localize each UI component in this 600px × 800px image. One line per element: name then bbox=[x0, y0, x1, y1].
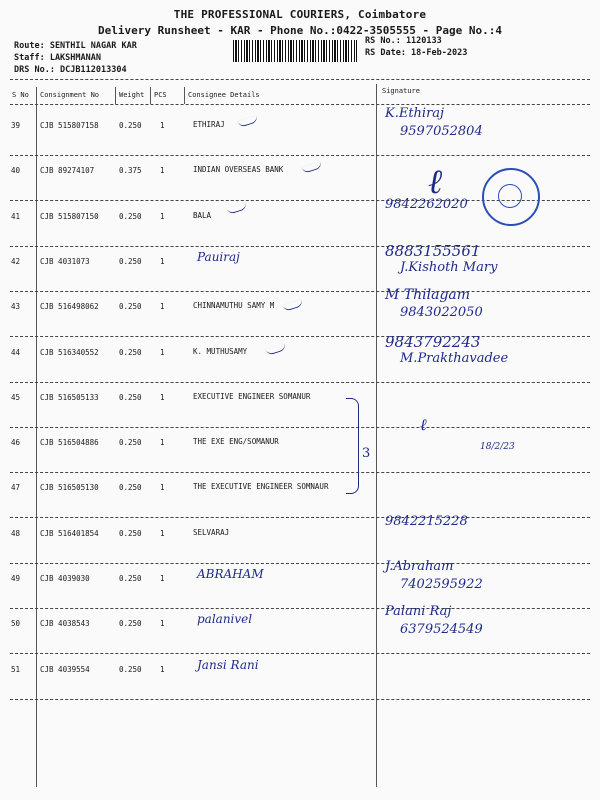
row-pcs: 1 bbox=[160, 166, 165, 175]
signature-scribble: ℓ bbox=[428, 162, 443, 202]
row-pcs: 1 bbox=[160, 619, 165, 628]
signature-scribble: ℓ bbox=[420, 415, 427, 434]
col-header-signature: Signature bbox=[382, 87, 420, 95]
row-sno: 43 bbox=[11, 302, 21, 311]
row-weight: 0.250 bbox=[119, 619, 142, 628]
check-mark bbox=[226, 202, 247, 215]
row-consignment-no: CJB 516505130 bbox=[40, 483, 99, 492]
sheet-title: Delivery Runsheet - KAR - Phone No.:0422-3505555 - Page No.:4 bbox=[98, 24, 502, 37]
row-sno: 48 bbox=[11, 529, 21, 538]
row-signature-line: M Thilagam bbox=[385, 287, 471, 303]
column-separator bbox=[150, 87, 151, 104]
row-signature-line: J.Kishoth Mary bbox=[400, 260, 498, 275]
row-divider bbox=[10, 563, 590, 564]
row-consignee: EXECUTIVE ENGINEER SOMANUR bbox=[193, 392, 311, 401]
rs-date: RS Date: 18-Feb-2023 bbox=[365, 48, 468, 58]
barcode bbox=[233, 40, 357, 62]
row-sno: 44 bbox=[11, 348, 21, 357]
row-consignment-no: CJB 516505133 bbox=[40, 393, 99, 402]
row-weight: 0.250 bbox=[119, 302, 142, 311]
row-consignment-no: CJB 4039030 bbox=[40, 574, 90, 583]
row-sno: 50 bbox=[11, 619, 21, 628]
check-mark bbox=[282, 299, 303, 312]
row-divider bbox=[10, 653, 590, 654]
row-signature-line: 6379524549 bbox=[400, 622, 483, 637]
row-handwritten-consignee: palanivel bbox=[197, 612, 253, 626]
row-weight: 0.250 bbox=[119, 393, 142, 402]
row-signature-line: 9842215228 bbox=[385, 514, 468, 529]
row-consignee: THE EXE ENG/SOMANUR bbox=[193, 437, 279, 446]
row-weight: 0.250 bbox=[119, 438, 142, 447]
row-divider bbox=[10, 155, 590, 156]
row-handwritten-consignee: ABRAHAM bbox=[197, 567, 264, 581]
row-weight: 0.250 bbox=[119, 665, 142, 674]
row-consignment-no: CJB 516401854 bbox=[40, 529, 99, 538]
col-header-pcs: PCS bbox=[154, 91, 167, 99]
rs-number: RS No.: 1120133 bbox=[365, 36, 442, 46]
row-sno: 46 bbox=[11, 438, 21, 447]
row-signature-line: 9842262020 bbox=[385, 197, 468, 212]
row-pcs: 1 bbox=[160, 438, 165, 447]
bank-seal bbox=[482, 168, 540, 226]
row-pcs: 1 bbox=[160, 393, 165, 402]
column-separator bbox=[184, 87, 185, 104]
col-header-sno: S No bbox=[12, 91, 29, 99]
staff-label: Staff: LAKSHMANAN bbox=[14, 53, 101, 63]
row-weight: 0.250 bbox=[119, 574, 142, 583]
row-consignment-no: CJB 4038543 bbox=[40, 619, 90, 628]
row-consignment-no: CJB 516340552 bbox=[40, 348, 99, 357]
col-header-weight: Weight bbox=[119, 91, 145, 99]
row-pcs: 1 bbox=[160, 121, 165, 130]
check-mark bbox=[265, 343, 286, 356]
row-signature-line: 8883155561 bbox=[385, 242, 481, 260]
drs-number: DRS No.: DCJB112013304 bbox=[14, 65, 127, 75]
row-divider bbox=[10, 517, 590, 518]
row-divider bbox=[10, 291, 590, 292]
row-consignee: CHINNAMUTHU SAMY M bbox=[193, 301, 275, 310]
row-weight: 0.250 bbox=[119, 348, 142, 357]
column-separator bbox=[36, 87, 37, 787]
col-header-consignee: Consignee Details bbox=[188, 91, 260, 99]
row-signature-line: K.Ethiraj bbox=[385, 106, 445, 121]
row-divider bbox=[10, 382, 590, 383]
row-consignment-no: CJB 4039554 bbox=[40, 665, 90, 674]
row-signature-line: 9597052804 bbox=[400, 124, 483, 139]
route-label: Route: SENTHIL NAGAR KAR bbox=[14, 41, 137, 51]
row-consignee: INDIAN OVERSEAS BANK bbox=[193, 165, 284, 174]
row-signature-line: M.Prakthavadee bbox=[400, 351, 509, 366]
row-sno: 39 bbox=[11, 121, 21, 130]
row-weight: 0.250 bbox=[119, 121, 142, 130]
column-separator bbox=[376, 84, 377, 787]
group-count-note: 3 bbox=[362, 446, 371, 461]
check-mark bbox=[301, 161, 322, 174]
row-consignment-no: CJB 89274107 bbox=[40, 166, 95, 175]
row-pcs: 1 bbox=[160, 529, 165, 538]
company-name: THE PROFESSIONAL COURIERS, Coimbatore bbox=[173, 8, 427, 21]
row-consignment-no: CJB 515807158 bbox=[40, 121, 99, 130]
row-consignee: SELVARAJ bbox=[193, 528, 230, 537]
divider bbox=[10, 79, 590, 80]
row-sno: 47 bbox=[11, 483, 21, 492]
row-consignee: THE EXECUTIVE ENGINEER SOMNAUR bbox=[193, 482, 329, 491]
row-weight: 0.250 bbox=[119, 212, 142, 221]
row-pcs: 1 bbox=[160, 574, 165, 583]
row-pcs: 1 bbox=[160, 302, 165, 311]
row-signature-line: 9843022050 bbox=[400, 305, 483, 320]
row-sno: 40 bbox=[11, 166, 21, 175]
row-consignment-no: CJB 516498062 bbox=[40, 302, 99, 311]
divider bbox=[10, 104, 590, 105]
row-consignment-no: CJB 516504886 bbox=[40, 438, 99, 447]
row-weight: 0.250 bbox=[119, 483, 142, 492]
row-consignee: BALA bbox=[193, 211, 212, 220]
row-consignment-no: CJB 4031073 bbox=[40, 257, 90, 266]
row-signature-line: 7402595922 bbox=[400, 577, 483, 592]
row-divider bbox=[10, 246, 590, 247]
row-handwritten-consignee: Pauiraj bbox=[197, 250, 240, 264]
row-weight: 0.250 bbox=[119, 257, 142, 266]
group-bracket bbox=[346, 398, 359, 494]
row-signature-line: 9843792243 bbox=[385, 333, 481, 351]
row-signature-line: J.Abraham bbox=[385, 559, 454, 574]
row-sno: 41 bbox=[11, 212, 21, 221]
row-signature-line: Palani Raj bbox=[385, 604, 452, 619]
row-divider bbox=[10, 699, 590, 700]
row-consignee: ETHIRAJ bbox=[193, 120, 225, 129]
group-signature-date: 18/2/23 bbox=[480, 442, 515, 452]
row-sno: 51 bbox=[11, 665, 21, 674]
column-separator bbox=[115, 87, 116, 104]
row-consignee: K. MUTHUSAMY bbox=[193, 347, 248, 356]
row-sno: 49 bbox=[11, 574, 21, 583]
row-pcs: 1 bbox=[160, 348, 165, 357]
row-pcs: 1 bbox=[160, 257, 165, 266]
col-header-consignment: Consignment No bbox=[40, 91, 100, 99]
row-pcs: 1 bbox=[160, 483, 165, 492]
row-handwritten-consignee: Jansi Rani bbox=[197, 658, 259, 672]
row-sno: 42 bbox=[11, 257, 21, 266]
row-divider bbox=[10, 472, 590, 473]
row-divider bbox=[10, 336, 590, 337]
row-consignment-no: CJB 515807150 bbox=[40, 212, 99, 221]
row-weight: 0.375 bbox=[119, 166, 142, 175]
row-pcs: 1 bbox=[160, 665, 165, 674]
row-pcs: 1 bbox=[160, 212, 165, 221]
check-mark bbox=[237, 115, 258, 128]
row-sno: 45 bbox=[11, 393, 21, 402]
row-divider bbox=[10, 608, 590, 609]
row-divider bbox=[10, 427, 590, 428]
row-weight: 0.250 bbox=[119, 529, 142, 538]
